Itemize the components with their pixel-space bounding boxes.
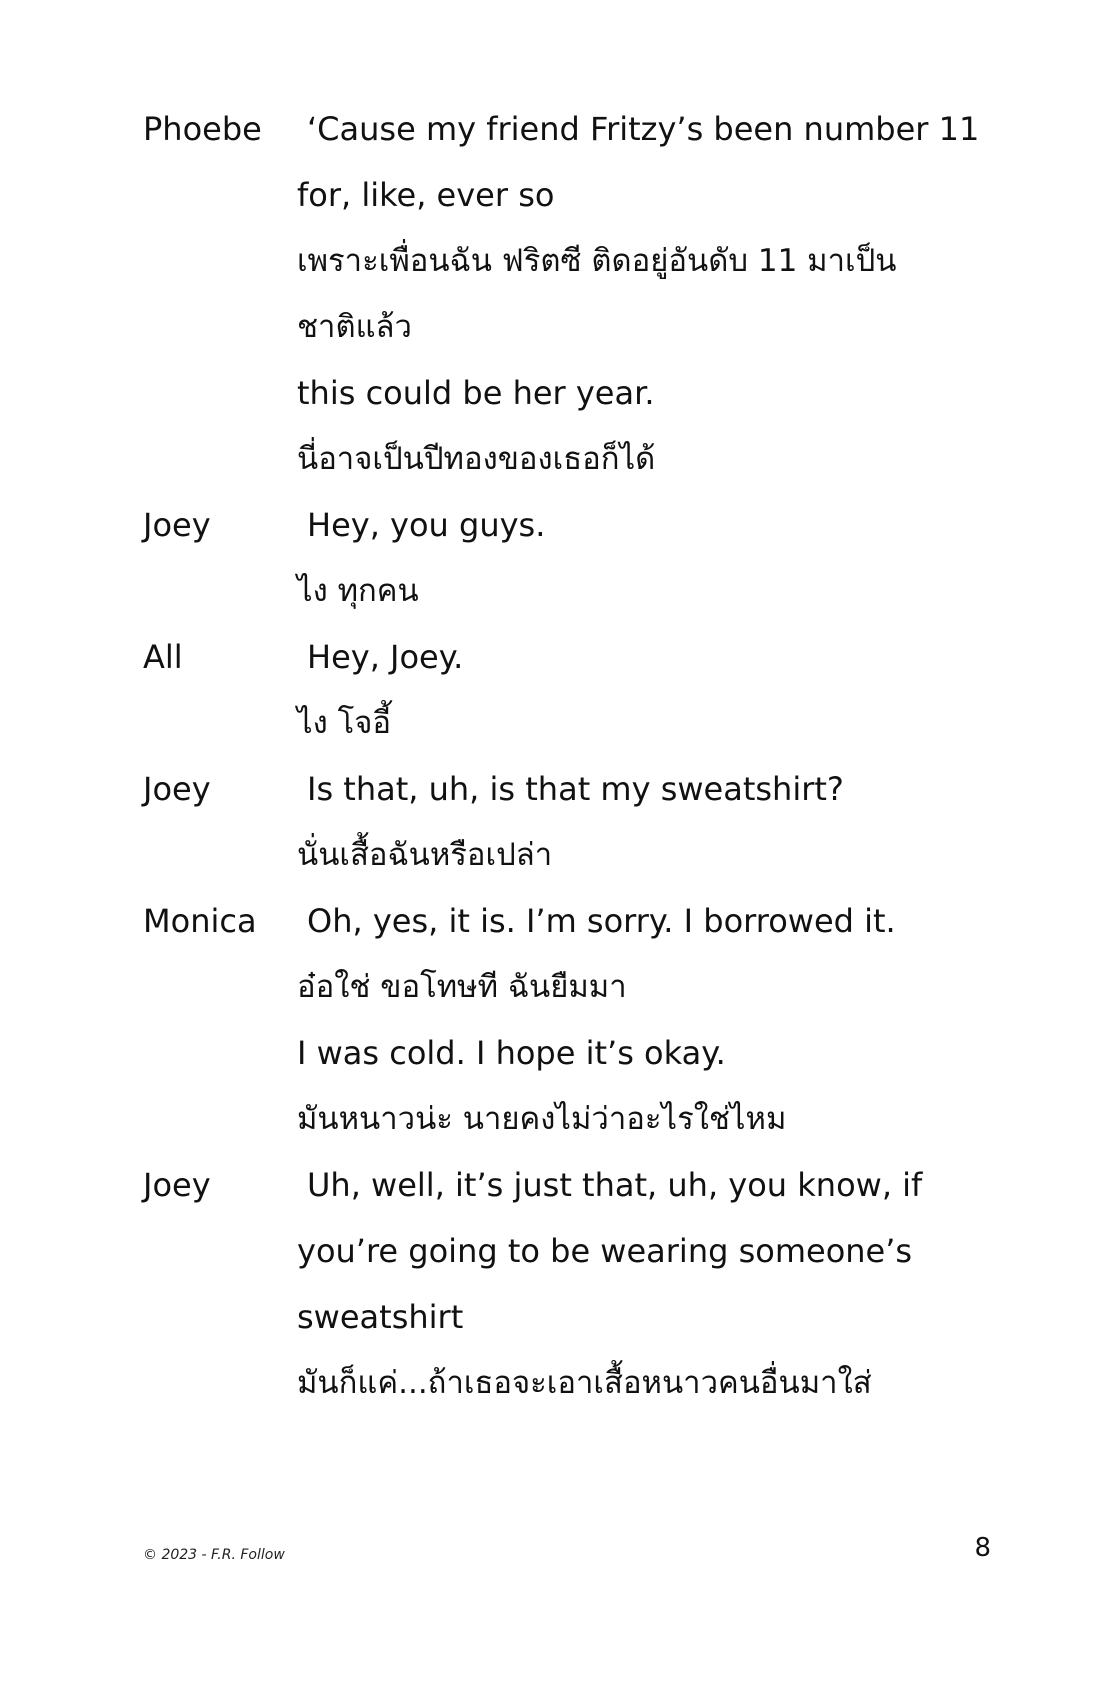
thai-translation-line: ไง ทุกคน: [297, 573, 419, 609]
speaker-name: Joey: [143, 770, 211, 808]
english-dialogue-line: for, like, ever so: [297, 176, 555, 214]
english-dialogue-line: Is that, uh, is that my sweatshirt?: [307, 770, 844, 808]
english-dialogue-line: Oh, yes, it is. I’m sorry. I borrowed it.: [307, 902, 896, 940]
dialogue-entry: [143, 96, 983, 492]
dialogue-lines: [297, 888, 983, 1152]
speaker-name: All: [143, 638, 183, 676]
thai-translation-line: ชาติแล้ว: [297, 309, 412, 345]
dialogue-entry: [143, 756, 983, 888]
thai-translation-line: นี่อาจเป็นปีทองของเธอก็ได้: [297, 441, 656, 477]
thai-translation-line: เพราะเพื่อนฉัน ฟริตซี ติดอยู่อันดับ 11 มาเป็น: [297, 243, 897, 279]
speaker-name: Joey: [143, 506, 211, 544]
dialogue-entry: [143, 888, 983, 1152]
thai-translation-line: มันหนาวน่ะ นายคงไม่ว่าอะไรใช่ไหม: [297, 1101, 787, 1137]
thai-translation-line: อ๋อใช่ ขอโทษที ฉันยืมมา: [297, 969, 627, 1005]
dialogue-lines: [297, 756, 983, 888]
speaker-name: Monica: [143, 902, 257, 940]
page-number: 8: [974, 1533, 991, 1563]
thai-translation-line: ไง โจอี้: [297, 705, 392, 741]
script-body: [143, 96, 983, 1416]
english-dialogue-line: ‘Cause my friend Fritzy’s been number 11: [307, 110, 980, 148]
english-dialogue-line: Uh, well, it’s just that, uh, you know, if: [307, 1166, 923, 1204]
english-dialogue-line: I was cold. I hope it’s okay.: [297, 1034, 726, 1072]
english-dialogue-line: Hey, Joey.: [307, 638, 464, 676]
english-dialogue-line: you’re going to be wearing someone’s: [297, 1232, 913, 1270]
english-dialogue-line: this could be her year.: [297, 374, 655, 412]
speaker-name: Phoebe: [143, 110, 262, 148]
dialogue-entry: [143, 1152, 983, 1416]
english-dialogue-line: Hey, you guys.: [307, 506, 546, 544]
dialogue-entry: [143, 492, 983, 624]
english-dialogue-line: sweatshirt: [297, 1298, 464, 1336]
thai-translation-line: มันก็แค่...ถ้าเธอจะเอาเสื้อหนาวคนอื่นมาใส่: [297, 1365, 872, 1401]
dialogue-entry: [143, 624, 983, 756]
dialogue-lines: [297, 1152, 983, 1416]
dialogue-lines: [297, 624, 983, 756]
copyright-notice: © 2023 - F.R. Follow: [143, 1547, 285, 1563]
thai-translation-line: นั่นเสื้อฉันหรือเปล่า: [297, 837, 553, 873]
dialogue-lines: [297, 96, 983, 492]
dialogue-lines: [297, 492, 983, 624]
speaker-name: Joey: [143, 1166, 211, 1204]
